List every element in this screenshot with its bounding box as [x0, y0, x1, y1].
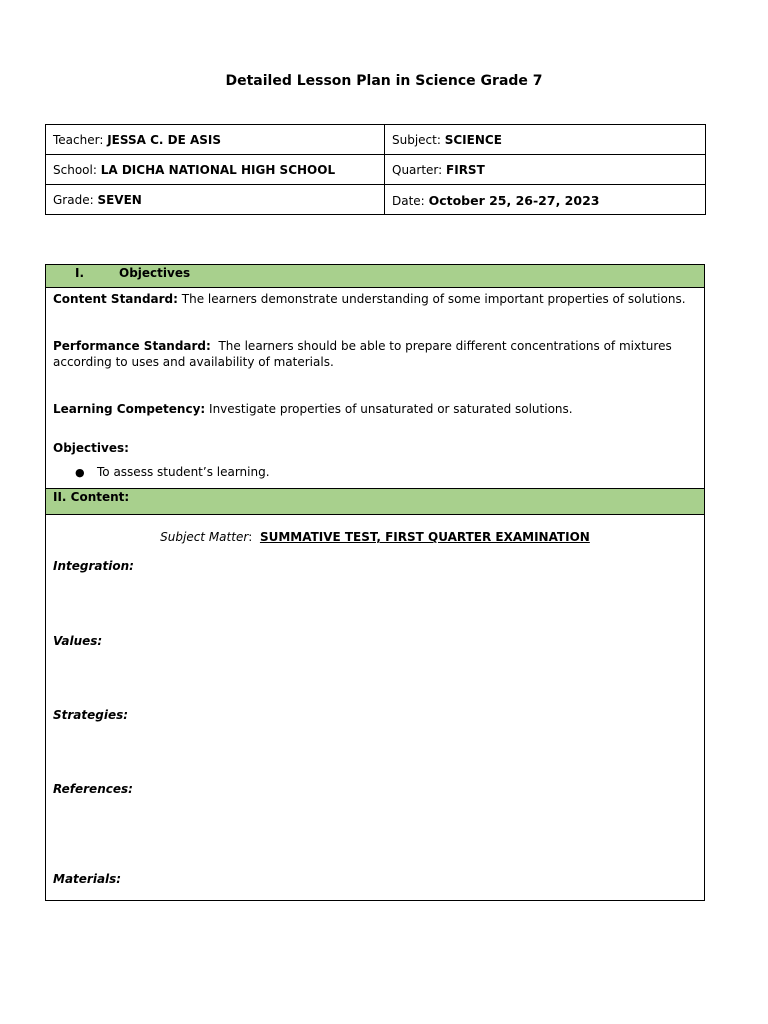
objective-bullet	[53, 464, 697, 481]
school-label: School:	[53, 163, 97, 177]
learning-competency	[53, 401, 697, 417]
document-title: Detailed Lesson Plan in Science Grade 7	[225, 73, 543, 89]
date-cell	[385, 185, 706, 215]
subject-value: SCIENCE	[444, 133, 502, 147]
strategies-label: Strategies:	[53, 708, 129, 722]
integration-label: Integration:	[53, 559, 134, 573]
content-standard-text: The learners demonstrate understanding of some important properties of solutions.	[181, 292, 686, 306]
learning-competency-text: Investigate properties of unsaturated or saturated solutions.	[209, 402, 573, 416]
subject-cell	[385, 125, 706, 155]
content-header	[46, 489, 704, 515]
objective-bullet-text: To assess student’s learning.	[97, 465, 270, 479]
subject-matter-value: SUMMATIVE TEST, FIRST QUARTER EXAMINATION	[259, 530, 590, 544]
header-info-table	[45, 124, 706, 215]
school-cell	[46, 155, 385, 185]
teacher-label: Teacher:	[53, 133, 104, 147]
date-value: October 25, 26-27, 2023	[428, 193, 600, 208]
content-standard-label: Content Standard:	[53, 292, 178, 306]
references-label: References:	[53, 782, 133, 796]
content-standard	[53, 291, 697, 307]
content-heading: II. Content:	[53, 490, 130, 504]
school-value: LA DICHA NATIONAL HIGH SCHOOL	[100, 163, 336, 177]
objectives-label: Objectives:	[53, 441, 129, 455]
objectives-heading: Objectives	[119, 266, 191, 280]
content-section	[45, 488, 705, 901]
performance-standard-text: The learners should be able to prepare different concentrations of mixtures according to uses and availability of materials.	[53, 339, 672, 369]
teacher-value: JESSA C. DE ASIS	[107, 133, 222, 147]
learning-competency-label: Learning Competency:	[53, 402, 206, 416]
subject-label: Subject:	[392, 133, 441, 147]
teacher-cell	[46, 125, 385, 155]
objectives-header	[46, 265, 704, 288]
performance-standard	[53, 338, 697, 370]
grade-value: SEVEN	[97, 193, 142, 207]
objectives-number: I.	[75, 266, 85, 280]
quarter-cell	[385, 155, 706, 185]
date-label: Date:	[392, 194, 425, 208]
materials-label: Materials:	[53, 872, 122, 886]
subject-matter: Subject Matter: SUMMATIVE TEST, FIRST QUARTER EXAMINATION	[160, 530, 590, 544]
bullet-icon: ●	[75, 466, 85, 479]
subject-matter-label: Subject Matter	[160, 530, 249, 544]
grade-cell	[46, 185, 385, 215]
grade-label: Grade:	[53, 193, 94, 207]
quarter-value: FIRST	[446, 163, 485, 177]
quarter-label: Quarter:	[392, 163, 443, 177]
performance-standard-label: Performance Standard:	[53, 339, 211, 353]
objectives-section	[45, 264, 705, 491]
values-label: Values:	[53, 634, 103, 648]
